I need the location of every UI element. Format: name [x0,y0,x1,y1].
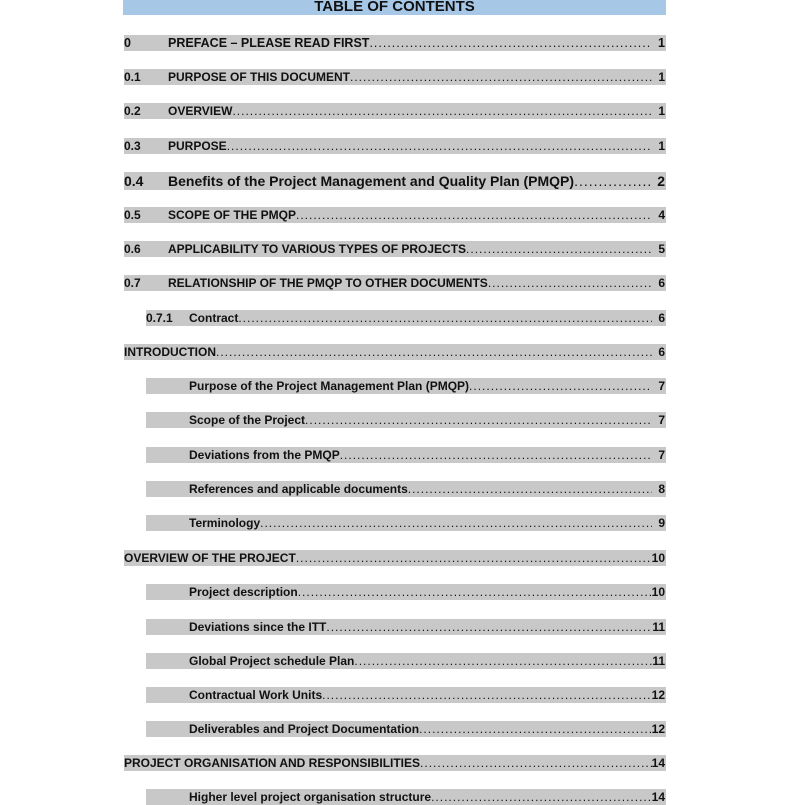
toc-entry[interactable] [124,172,666,190]
toc-entry-label: RELATIONSHIP OF THE PMQP TO OTHER DOCUMENTS [168,276,488,290]
toc-entry-label: Global Project schedule Plan [189,654,355,668]
toc-entry[interactable] [146,653,666,669]
toc-entry-number: 0.6 [124,242,141,256]
toc-entry-label: Deliverables and Project Documentation [189,722,420,736]
toc-leader-dots [296,207,652,223]
toc-entry-label: PURPOSE OF THIS DOCUMENT [168,70,351,84]
toc-leader-dots [469,378,652,394]
toc-entry[interactable] [146,378,666,394]
toc-entry-label: References and applicable documents [189,482,408,496]
toc-entry-label: Deviations from the PMQP [189,448,340,462]
toc-leader-dots [354,653,652,669]
toc-entry-page: 11 [652,620,665,634]
toc-title: TABLE OF CONTENTS [123,0,666,15]
toc-entry-number: 0.7 [124,276,141,290]
toc-leader-dots [232,103,652,119]
toc-entry-label: PREFACE – PLEASE READ FIRST [168,36,370,50]
toc-entry-page: 4 [658,208,665,222]
toc-entry[interactable] [124,35,666,51]
toc-entry-page: 7 [658,413,665,427]
toc-entry-label: Terminology [189,516,261,530]
toc-leader-dots [431,789,652,805]
toc-entry-label: Benefits of the Project Management and Quality Plan (PMQP) [168,173,575,189]
toc-entry-label: OVERVIEW [168,104,233,118]
toc-entry-page: 14 [651,790,665,804]
toc-entry-label: Higher level project organisation structure [189,790,432,804]
toc-entry[interactable] [124,241,666,257]
toc-leader-dots [238,310,652,326]
toc-entry[interactable] [124,755,666,771]
toc-leader-dots [326,619,652,635]
toc-entry-page: 10 [651,585,665,599]
toc-entry-number: 0.7.1 [146,311,173,325]
toc-entry-page: 5 [658,242,665,256]
toc-entry[interactable] [124,103,666,119]
toc-entry-page: 12 [651,688,665,702]
toc-entry-page: 1 [658,139,665,153]
toc-entry-page: 8 [658,482,665,496]
toc-leader-dots [322,687,652,703]
toc-entry[interactable] [146,789,666,805]
toc-entry-page: 14 [651,756,665,770]
toc-leader-dots [488,275,652,291]
toc-entry-label: Contract [189,311,239,325]
toc-leader-dots [408,481,652,497]
toc-entry-page: 7 [658,379,665,393]
toc-leader-dots [216,344,652,360]
toc-entry-label: Scope of the Project [189,413,306,427]
toc-entry-page: 6 [658,276,665,290]
toc-leader-dots [296,550,652,566]
toc-leader-dots [350,69,652,85]
toc-entry-label: Deviations since the ITT [189,620,327,634]
toc-entry-label: INTRODUCTION [124,345,216,359]
toc-entry[interactable] [146,619,666,635]
toc-entry[interactable] [146,687,666,703]
toc-entry-label: Contractual Work Units [189,688,323,702]
toc-entry[interactable] [146,310,666,326]
toc-entry[interactable] [146,584,666,600]
toc-leader-dots [260,515,652,531]
toc-entry[interactable] [124,69,666,85]
toc-entry[interactable] [146,721,666,737]
toc-entry-page: 1 [658,70,665,84]
toc-leader-dots [340,447,652,463]
toc-leader-dots [227,138,652,154]
toc-leader-dots [298,584,652,600]
toc-entry[interactable] [124,344,666,360]
toc-entry-page: 6 [658,345,665,359]
toc-leader-dots [420,755,652,771]
toc-entry[interactable] [146,515,666,531]
toc-entry-page: 1 [658,104,665,118]
toc-leader-dots [466,241,652,257]
toc-entry[interactable] [124,138,666,154]
toc-entry-page: 12 [651,722,665,736]
toc-entry-number: 0.3 [124,139,141,153]
toc-leader-dots [419,721,652,737]
toc-entry-page: 7 [658,448,665,462]
toc-entry[interactable] [124,207,666,223]
toc-entry-label: SCOPE OF THE PMQP [168,208,297,222]
toc-leader-dots [574,172,652,190]
toc-leader-dots [369,35,652,51]
toc-entry-number: 0 [124,36,131,50]
toc-entry-page: 6 [658,311,665,325]
toc-entry[interactable] [124,550,666,566]
toc-entry-label: Purpose of the Project Management Plan (PMQP) [189,379,470,393]
toc-entry[interactable] [146,481,666,497]
toc-entry-page: 11 [652,654,665,668]
toc-entry-label: APPLICABILITY TO VARIOUS TYPES OF PROJECTS [168,242,467,256]
toc-entry-number: 0.4 [124,173,144,189]
toc-entry-number: 0.5 [124,208,141,222]
toc-entry[interactable] [146,447,666,463]
toc-entry-page: 2 [657,173,665,189]
toc-entry-number: 0.1 [124,70,141,84]
toc-leader-dots [305,412,652,428]
toc-entry-label: PROJECT ORGANISATION AND RESPONSIBILITIES [124,756,421,770]
toc-entry[interactable] [124,275,666,291]
toc-entry-page: 1 [658,36,665,50]
toc-entry-page: 10 [651,551,665,565]
toc-entry-label: OVERVIEW OF THE PROJECT [124,551,296,565]
toc-entry-label: Project description [189,585,298,599]
toc-entry-label: PURPOSE [168,139,227,153]
toc-entry[interactable] [146,412,666,428]
toc-entry-page: 9 [658,516,665,530]
toc-entry-number: 0.2 [124,104,141,118]
